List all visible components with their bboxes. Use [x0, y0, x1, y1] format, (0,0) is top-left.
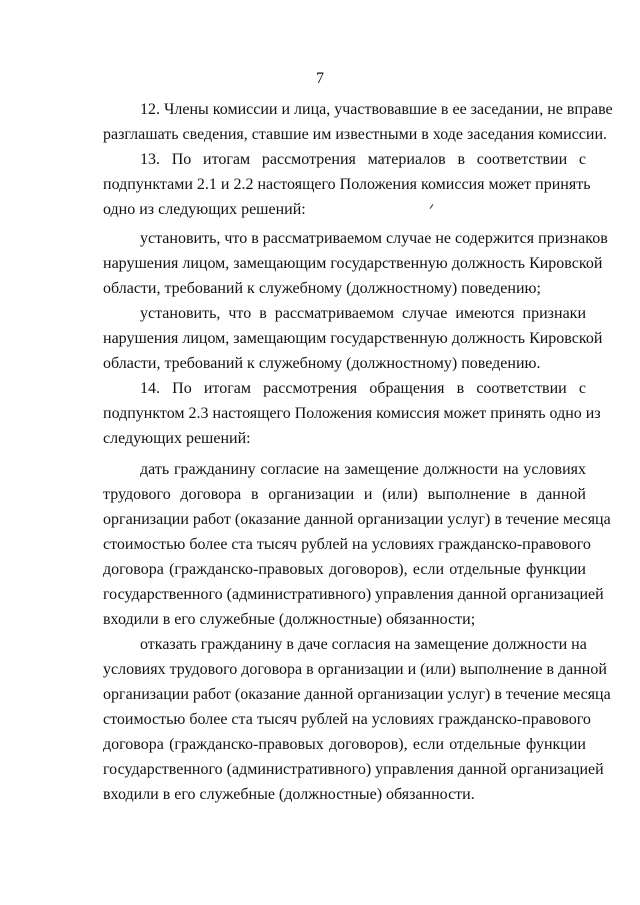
text-line: организации работ (оказание данной организации услуг) в течение месяца	[103, 511, 611, 528]
text-line: подпунктами 2.1 и 2.2 настоящего Положения комиссия может принять	[103, 176, 591, 193]
text-line: отказать гражданину в даче согласия на замещение должности на	[140, 636, 587, 653]
text-line: области, требований к служебному (должностному) поведению;	[103, 280, 541, 297]
text-line: установить, что в рассматриваемом случае не содержится признаков	[140, 230, 608, 247]
text-line: установить, что в рассматриваемом случае имеются признаки	[140, 305, 586, 322]
text-line: трудового договора в организации и (или) выполнение в данной	[103, 486, 586, 503]
text-line: государственного (административного) управления данной организацией	[103, 761, 604, 778]
text-line: договора (гражданско-правовых договоров), если отдельные функции	[103, 561, 586, 578]
text-line: договора (гражданско-правовых договоров), если отдельные функции	[103, 736, 586, 753]
text-line: подпунктом 2.3 настоящего Положения комиссия может принять одно из	[103, 405, 601, 422]
text-line: области, требований к служебному (должностному) поведению.	[103, 355, 541, 372]
text-line: стоимостью более ста тысяч рублей на условиях гражданско-правового	[103, 536, 591, 553]
text-line: 13. По итогам рассмотрения материалов в соответствии с	[140, 151, 586, 168]
text-line: входили в его служебные (должностные) обязанности.	[103, 786, 475, 803]
text-line: нарушения лицом, замещающим государственную должность Кировской	[103, 255, 603, 272]
text-line: дать гражданину согласие на замещение должности на условиях	[140, 461, 586, 478]
text-line: входили в его служебные (должностные) обязанности;	[103, 611, 476, 628]
page-number: 7	[316, 70, 324, 87]
text-line: организации работ (оказание данной организации услуг) в течение месяца	[103, 686, 611, 703]
text-line: государственного (административного) управления данной организацией	[103, 586, 604, 603]
text-line: условиях трудового договора в организации и (или) выполнение в данной	[103, 661, 607, 678]
text-line: следующих решений:	[103, 430, 251, 447]
text-line: одно из следующих решений:	[103, 201, 306, 218]
text-line: стоимостью более ста тысяч рублей на условиях гражданско-правового	[103, 711, 591, 728]
text-line: нарушения лицом, замещающим государственную должность Кировской	[103, 330, 603, 347]
text-line: 12. Члены комиссии и лица, участвовавшие в ее заседании, не вправе	[140, 101, 613, 118]
stray-mark	[430, 204, 434, 209]
text-line: 14. По итогам рассмотрения обращения в соответствии с	[140, 380, 586, 397]
text-line: разглашать сведения, ставшие им известными в ходе заседания комиссии.	[103, 126, 608, 143]
